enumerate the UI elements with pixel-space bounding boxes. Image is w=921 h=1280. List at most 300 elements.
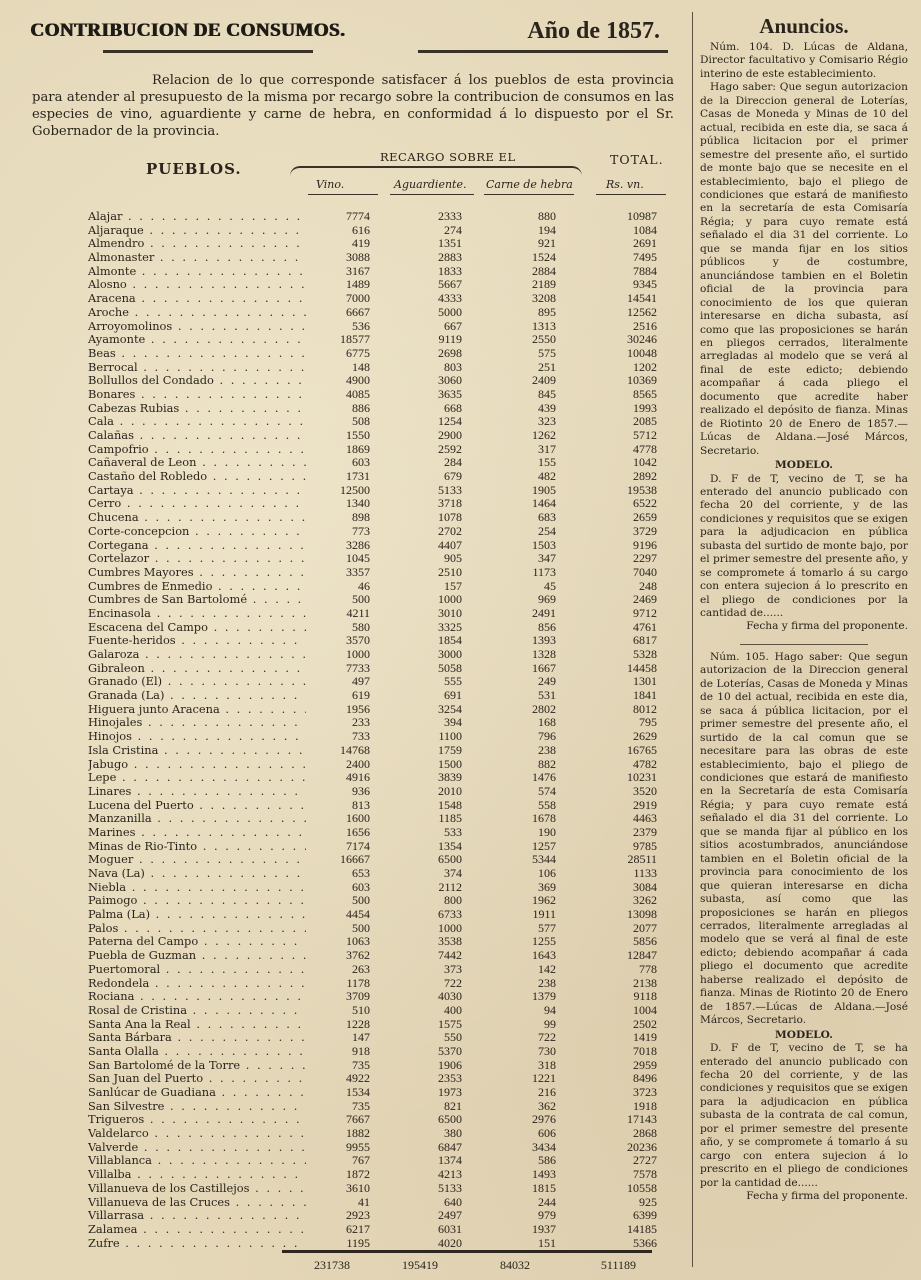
total-value: 7578 xyxy=(633,1167,657,1182)
table-row xyxy=(18,1168,690,1182)
table-row xyxy=(18,566,690,580)
carne-value: 151 xyxy=(538,1235,556,1250)
carne-value: 979 xyxy=(538,1208,556,1223)
vino-value: 1600 xyxy=(346,811,370,826)
table-row xyxy=(18,1154,690,1168)
vino-value: 536 xyxy=(352,318,370,333)
table-row xyxy=(18,744,690,758)
aguardiente-value: 668 xyxy=(444,400,462,415)
aguardiente-value: 2698 xyxy=(438,345,462,360)
table-row xyxy=(18,552,690,566)
aguardiente-value: 821 xyxy=(444,1098,462,1113)
carne-value: 2550 xyxy=(532,332,556,347)
pueblo-name: Cartaya . . . xyxy=(88,484,306,498)
aguardiente-value: 9119 xyxy=(438,332,462,347)
aguardiente-value: 7442 xyxy=(438,948,462,963)
carne-value: 2409 xyxy=(532,373,556,388)
total-value: 2868 xyxy=(633,1126,657,1141)
pueblo-name: Almendro . . . xyxy=(88,237,306,251)
total-value: 10987 xyxy=(627,209,657,223)
total-value: 16765 xyxy=(627,742,657,757)
table-row xyxy=(18,689,690,703)
total-value: 6817 xyxy=(633,633,657,648)
vino-value: 603 xyxy=(352,455,370,470)
anuncio-105-text: Núm. 105. Hago saber: Que segun autorizacion de la Direccion general de Loterías, Casas de Moneda y Minas de 10 del actual, recibida en este dia, se saca á pública licitacion, por el primer semestre del presente año, el surtido de la cal comun que se necesitare para las obras de este establecimiento, bajo el pliego de condiciones que estará de manifiesto en la Secretaría de esta Comisaría Régia; y para cuyo remate está señalado el dia 31 del corriente. Lo que se manda fijar al público en los sitios acostumbrados, anunciándose tambien en el Boletin oficial de la provincia para conocimiento de los que quieran interesarse en dicha subasta, así como que las proposiciones se harán en pliegos cerrados, literalmente arregladas al modelo que se verá al final de este edicto; debiendo acompañar á cada pliego el documento que acredite haberse realizado el depósito de fianza. Minas de Riotinto 20 de Enero de 1857.—Lúcas de Aldana.—José Márcos, Secretario. xyxy=(700,650,908,1027)
table-row xyxy=(18,1209,690,1223)
vino-value: 1178 xyxy=(346,975,370,990)
vino-value: 1489 xyxy=(346,277,370,292)
carne-value: 1328 xyxy=(532,647,556,661)
total-value: 1918 xyxy=(633,1098,657,1113)
vino-value: 7733 xyxy=(346,660,370,675)
carne-value: 168 xyxy=(538,715,556,730)
vino-value: 603 xyxy=(352,879,370,894)
table-row xyxy=(18,1059,690,1073)
vino-value: 918 xyxy=(352,1043,370,1058)
aguardiente-value: 373 xyxy=(444,961,462,976)
carne-value: 2976 xyxy=(532,1112,556,1127)
section-title: CONTRIBUCION DE CONSUMOS. xyxy=(30,20,345,41)
table-row xyxy=(18,634,690,648)
table-row xyxy=(18,251,690,265)
aguardiente-value: 3325 xyxy=(438,619,462,634)
aguardiente-value: 555 xyxy=(444,674,462,689)
vino-value: 1956 xyxy=(346,701,370,716)
pueblo-name: Almonte . . . xyxy=(88,265,306,279)
total-value: 795 xyxy=(639,715,657,730)
vino-value: 4922 xyxy=(346,1071,370,1086)
vino-value: 3762 xyxy=(346,948,370,963)
table-row xyxy=(18,1086,690,1100)
table-row xyxy=(18,539,690,553)
carne-value: 251 xyxy=(538,359,556,374)
carne-value: 238 xyxy=(538,742,556,757)
total-vino: 231738 xyxy=(314,1258,350,1272)
carne-value: 106 xyxy=(538,866,556,880)
carne-value: 1503 xyxy=(532,537,556,552)
aguardiente-value: 2112 xyxy=(438,879,462,894)
total-value: 2892 xyxy=(633,469,657,484)
carne-value: 1476 xyxy=(532,770,556,785)
aguardiente-value: 2510 xyxy=(438,564,462,579)
total-value: 19538 xyxy=(627,482,657,497)
table-row xyxy=(18,1237,690,1251)
total-value: 6399 xyxy=(633,1208,657,1223)
total-value: 13098 xyxy=(627,907,657,922)
carne-value: 895 xyxy=(538,304,556,319)
carne-value: 574 xyxy=(538,783,556,798)
total-value: 1004 xyxy=(633,1002,657,1017)
vino-value: 18577 xyxy=(340,332,370,347)
col-carne-header: Carne de hebra xyxy=(486,178,573,191)
total-value: 4778 xyxy=(633,441,657,456)
vino-value: 12500 xyxy=(340,482,370,497)
total-value: 10369 xyxy=(627,373,657,388)
carne-value: 921 xyxy=(538,236,556,251)
total-value: 3520 xyxy=(633,783,657,798)
aguardiente-value: 1000 xyxy=(438,592,462,607)
header-rule xyxy=(103,50,313,53)
table-row xyxy=(18,799,690,813)
aguardiente-value: 640 xyxy=(444,1194,462,1209)
carne-value: 254 xyxy=(538,523,556,538)
table-row xyxy=(18,224,690,238)
carne-value: 1464 xyxy=(532,496,556,511)
pueblo-name: San Bartolomé de la Torre . . . xyxy=(88,1059,306,1073)
aguardiente-value: 394 xyxy=(444,715,462,730)
total-value: 9196 xyxy=(633,537,657,552)
recargo-brace xyxy=(290,166,582,176)
table-row xyxy=(18,497,690,511)
total-value: 1133 xyxy=(633,866,657,880)
vino-value: 497 xyxy=(352,674,370,689)
pueblo-name: Isla Cristina . . . xyxy=(88,744,306,758)
table-row xyxy=(18,867,690,881)
carne-value: 482 xyxy=(538,469,556,484)
aguardiente-value: 667 xyxy=(444,318,462,333)
total-value: 4761 xyxy=(633,619,657,634)
vino-value: 735 xyxy=(352,1057,370,1072)
aguardiente-value: 5058 xyxy=(438,660,462,675)
total-value: 1084 xyxy=(633,222,657,237)
pueblo-name: Bonares . . . xyxy=(88,388,306,402)
total-value: 10231 xyxy=(627,770,657,785)
total-value: 20236 xyxy=(627,1139,657,1154)
total-general: 511189 xyxy=(600,1258,636,1272)
table-row xyxy=(18,580,690,594)
vino-value: 41 xyxy=(358,1194,370,1209)
vino-value: 9955 xyxy=(346,1139,370,1154)
table-row xyxy=(18,703,690,717)
total-value: 8012 xyxy=(633,701,657,716)
carne-value: 94 xyxy=(544,1002,556,1017)
vino-value: 653 xyxy=(352,866,370,880)
pueblo-name: Cumbres de San Bartolomé . . . xyxy=(88,593,306,607)
header-underline xyxy=(308,194,378,195)
total-value: 17143 xyxy=(627,1112,657,1127)
pueblo-name: Beas . . . xyxy=(88,347,306,361)
column-divider xyxy=(692,12,693,1267)
vino-value: 7667 xyxy=(346,1112,370,1127)
vino-value: 6775 xyxy=(346,345,370,360)
anuncio-104-text: Hago saber: Que segun autorizacion de la Direccion general de Loterías, Casas de Moneda y Minas de 10 del actual, recibida en este dia, se saca á pública licitacion por el primer semestre del presente año, el surtido de monte bajo que se necesite en el establecimiento, bajo el pliego de condiciones que estará de manifiesto en la secretaría de esta Comisaría Régia; y para cuyo remate está señalado el dia 31 del corriente. Lo que se manda fijar en los sitios públicos y de costumbre, anunciándose tambien en el Boletin oficial de la provincia para conocimiento de los que quieran interesarse en dicha subasta, así como que las proposiciones se harán en pliegos cerrados, literalmente arregladas al modelo que se verá al final de este edicto; debiendo acompañar á cada pliego el documento que acredite haber realizado el depósito de fianza. Minas de Riotinto 20 de Enero de 1857.—Lúcas de Aldana.—José Márcos, Secretario. xyxy=(700,81,908,457)
pueblo-name: Cumbres de Enmedio . . . xyxy=(88,580,306,594)
total-value: 2502 xyxy=(633,1016,657,1031)
pueblo-name: Berrocal . . . xyxy=(88,361,306,375)
pueblo-name: Santa Ana la Real . . . xyxy=(88,1018,306,1032)
aguardiente-value: 4020 xyxy=(438,1235,462,1250)
carne-value: 531 xyxy=(538,688,556,703)
vino-value: 4916 xyxy=(346,770,370,785)
total-value: 9785 xyxy=(633,838,657,853)
pueblo-name: Zalamea . . . xyxy=(88,1223,306,1237)
anuncios-body xyxy=(700,41,908,1204)
table-row xyxy=(18,292,690,306)
vino-value: 6667 xyxy=(346,304,370,319)
total-value: 3729 xyxy=(633,523,657,538)
carne-value: 1911 xyxy=(532,907,556,922)
carne-value: 2491 xyxy=(532,605,556,620)
vino-value: 1656 xyxy=(346,824,370,839)
pueblo-name: Valverde . . . xyxy=(88,1141,306,1155)
total-value: 5712 xyxy=(633,428,657,442)
table-row xyxy=(18,785,690,799)
pueblo-name: Higuera junto Aracena . . . xyxy=(88,703,306,717)
table-row xyxy=(18,511,690,525)
total-aguardiente: 195419 xyxy=(402,1258,438,1272)
vino-value: 936 xyxy=(352,783,370,798)
total-value: 2138 xyxy=(633,975,657,990)
total-value: 2077 xyxy=(633,920,657,935)
aguardiente-value: 2353 xyxy=(438,1071,462,1086)
vino-value: 580 xyxy=(352,619,370,634)
total-value: 2919 xyxy=(633,797,657,812)
carne-value: 880 xyxy=(538,209,556,223)
header-rule xyxy=(418,50,668,53)
pueblo-name: Villalba . . . xyxy=(88,1168,306,1182)
vino-value: 1882 xyxy=(346,1126,370,1141)
aguardiente-value: 800 xyxy=(444,893,462,908)
aguardiente-value: 1185 xyxy=(438,811,462,826)
anuncio-105-modelo: D. F de T, vecino de T, se ha enterado del anuncio publicado con fecha 20 del corriente, y de las condiciones y requisitos que se exigen para la adjudicacion en pública subasta de la contrata de cal comun, por el primer semestre del presente año, y se compromete á tomarlo á su cargo con entera sujecion á lo prescrito en el pliego de condiciones por la cantidad de...... xyxy=(700,1042,908,1189)
pueblo-name: Villanueva de los Castillejos . . . xyxy=(88,1182,306,1196)
table-row xyxy=(18,894,690,908)
pueblo-name: Marines . . . xyxy=(88,826,306,840)
anuncios-column xyxy=(700,10,908,1204)
total-value: 1202 xyxy=(633,359,657,374)
total-value: 2959 xyxy=(633,1057,657,1072)
signature-line: Fecha y firma del proponente. xyxy=(746,620,908,633)
pueblo-name: Villarrasa . . . xyxy=(88,1209,306,1223)
vino-value: 46 xyxy=(358,578,370,593)
table-row xyxy=(18,470,690,484)
vino-value: 1340 xyxy=(346,496,370,511)
aguardiente-value: 1759 xyxy=(438,742,462,757)
total-value: 4782 xyxy=(633,756,657,771)
vino-value: 1534 xyxy=(346,1085,370,1099)
vino-value: 1195 xyxy=(346,1235,370,1250)
aguardiente-value: 679 xyxy=(444,469,462,484)
carne-value: 155 xyxy=(538,455,556,470)
table-row xyxy=(18,1182,690,1196)
vino-value: 7774 xyxy=(346,209,370,223)
aguardiente-value: 3254 xyxy=(438,701,462,716)
col-aguardiente-header: Aguardiente. xyxy=(394,178,467,191)
total-value: 2379 xyxy=(633,824,657,839)
vino-value: 4085 xyxy=(346,386,370,401)
pueblo-name: Villablanca . . . xyxy=(88,1154,306,1168)
pueblo-name: Santa Olalla . . . xyxy=(88,1045,306,1059)
pueblo-name: Minas de Rio-Tinto . . . xyxy=(88,840,306,854)
aguardiente-value: 4030 xyxy=(438,989,462,1004)
table-row xyxy=(18,361,690,375)
total-value: 8496 xyxy=(633,1071,657,1086)
pueblo-name: Galaroza . . . xyxy=(88,648,306,662)
carne-value: 1962 xyxy=(532,893,556,908)
pueblo-name: Aroche . . . xyxy=(88,306,306,320)
vino-value: 14768 xyxy=(340,742,370,757)
modelo-heading: MODELO. xyxy=(775,459,833,472)
header-underline xyxy=(484,194,574,195)
total-value: 2469 xyxy=(633,592,657,607)
carne-value: 1255 xyxy=(532,934,556,949)
aguardiente-value: 4213 xyxy=(438,1167,462,1182)
aguardiente-value: 3538 xyxy=(438,934,462,949)
total-value: 1042 xyxy=(633,455,657,470)
carne-value: 317 xyxy=(538,441,556,456)
total-value: 2085 xyxy=(633,414,657,429)
total-value: 8565 xyxy=(633,386,657,401)
table-row xyxy=(18,963,690,977)
total-value: 1419 xyxy=(633,1030,657,1045)
table-row xyxy=(18,320,690,334)
carne-value: 2189 xyxy=(532,277,556,292)
table-row xyxy=(18,771,690,785)
aguardiente-value: 1351 xyxy=(438,236,462,251)
pueblo-name: Niebla . . . xyxy=(88,881,306,895)
pueblo-name: Cabezas Rubias . . . xyxy=(88,402,306,416)
table-row xyxy=(18,826,690,840)
anuncio-separator xyxy=(740,636,868,645)
aguardiente-value: 400 xyxy=(444,1002,462,1017)
pueblo-name: Palma (La) . . . xyxy=(88,908,306,922)
table-header xyxy=(18,144,690,196)
header-underline xyxy=(596,194,666,195)
vino-value: 500 xyxy=(352,893,370,908)
vino-value: 619 xyxy=(352,688,370,703)
table-row xyxy=(18,278,690,292)
col-pueblos-header: PUEBLOS. xyxy=(146,160,242,178)
col-reales-header: Rs. vn. xyxy=(606,178,644,191)
table-row xyxy=(18,716,690,730)
vino-value: 3167 xyxy=(346,263,370,278)
total-value: 1993 xyxy=(633,400,657,415)
carne-value: 558 xyxy=(538,797,556,812)
pueblo-name: Sanlúcar de Guadiana . . . xyxy=(88,1086,306,1100)
carne-value: 45 xyxy=(544,578,556,593)
table-row xyxy=(18,949,690,963)
pueblo-name: Arroyomolinos . . . xyxy=(88,320,306,334)
pueblo-name: Linares . . . xyxy=(88,785,306,799)
aguardiente-value: 3635 xyxy=(438,386,462,401)
table-row xyxy=(18,1196,690,1210)
vino-value: 733 xyxy=(352,729,370,744)
pueblo-name: Nava (La) . . . xyxy=(88,867,306,881)
aguardiente-value: 1000 xyxy=(438,920,462,935)
carne-value: 1313 xyxy=(532,318,556,333)
total-value: 30246 xyxy=(627,332,657,347)
table-row xyxy=(18,388,690,402)
pueblo-name: San Juan del Puerto . . . xyxy=(88,1072,306,1086)
pueblo-name: Puertomoral . . . xyxy=(88,963,306,977)
aguardiente-value: 157 xyxy=(444,578,462,593)
carne-value: 606 xyxy=(538,1126,556,1141)
vino-value: 500 xyxy=(352,592,370,607)
pueblo-name: Alajar . . . xyxy=(88,210,306,224)
table-row xyxy=(18,525,690,539)
intro-paragraph: Relacion de lo que corresponde satisfacer á los pueblos de esta provincia para atender al presupuesto de la misma por recargo sobre la contribucion de consumos en las especies de vino, aguardiente y carne de hebra, en conformidad á lo dispuesto por el Sr. Gobernador de la provincia. xyxy=(32,73,674,139)
vino-value: 1045 xyxy=(346,551,370,566)
aguardiente-value: 6031 xyxy=(438,1221,462,1236)
vino-value: 1063 xyxy=(346,934,370,949)
pueblo-name: Cortelazor . . . xyxy=(88,552,306,566)
pueblo-name: Encinasola . . . xyxy=(88,607,306,621)
table-row xyxy=(18,730,690,744)
aguardiente-value: 1078 xyxy=(438,510,462,525)
total-value: 14185 xyxy=(627,1221,657,1236)
aguardiente-value: 3718 xyxy=(438,496,462,511)
table-row xyxy=(18,347,690,361)
carne-value: 99 xyxy=(544,1016,556,1031)
total-value: 5328 xyxy=(633,647,657,661)
carne-value: 1643 xyxy=(532,948,556,963)
aguardiente-value: 1374 xyxy=(438,1153,462,1168)
total-value: 778 xyxy=(639,961,657,976)
carne-value: 244 xyxy=(538,1194,556,1209)
total-value: 1841 xyxy=(633,688,657,703)
anuncios-title: Anuncios. xyxy=(759,14,849,38)
total-value: 9118 xyxy=(633,989,657,1004)
vino-value: 7000 xyxy=(346,291,370,306)
total-value: 2659 xyxy=(633,510,657,525)
table-row xyxy=(18,922,690,936)
aguardiente-value: 1833 xyxy=(438,263,462,278)
vino-value: 1872 xyxy=(346,1167,370,1182)
carne-value: 845 xyxy=(538,386,556,401)
table-row xyxy=(18,456,690,470)
aguardiente-value: 5667 xyxy=(438,277,462,292)
aguardiente-value: 803 xyxy=(444,359,462,374)
table-row xyxy=(18,1223,690,1237)
carne-value: 1678 xyxy=(532,811,556,826)
totals-rule xyxy=(282,1250,652,1253)
pueblo-name: Cañaveral de Leon . . . xyxy=(88,456,306,470)
pueblo-name: Gibraleon . . . xyxy=(88,662,306,676)
vino-value: 16667 xyxy=(340,852,370,867)
aguardiente-value: 905 xyxy=(444,551,462,566)
aguardiente-value: 1548 xyxy=(438,797,462,812)
total-value: 4463 xyxy=(633,811,657,826)
pueblo-name: Hinojales . . . xyxy=(88,716,306,730)
aguardiente-value: 722 xyxy=(444,975,462,990)
pueblo-name: Cerro . . . xyxy=(88,497,306,511)
header-underline xyxy=(390,194,474,195)
col-vino-header: Vino. xyxy=(316,178,345,191)
table-row xyxy=(18,621,690,635)
year-title: Año de 1857. xyxy=(527,18,660,44)
vino-value: 3286 xyxy=(346,537,370,552)
total-value: 3262 xyxy=(633,893,657,908)
total-value: 2727 xyxy=(633,1153,657,1168)
vino-value: 616 xyxy=(352,222,370,237)
pueblo-name: Jabugo . . . xyxy=(88,758,306,772)
total-value: 12562 xyxy=(627,304,657,319)
aguardiente-value: 691 xyxy=(444,688,462,703)
total-value: 3723 xyxy=(633,1085,657,1099)
signature-line: Fecha y firma del proponente. xyxy=(746,1190,908,1203)
table-row xyxy=(18,402,690,416)
vino-value: 1731 xyxy=(346,469,370,484)
carne-value: 1493 xyxy=(532,1167,556,1182)
aguardiente-value: 6500 xyxy=(438,1112,462,1127)
vino-value: 1228 xyxy=(346,1016,370,1031)
carne-value: 1393 xyxy=(532,633,556,648)
pueblo-name: Granada (La) . . . xyxy=(88,689,306,703)
pueblo-name: Hinojos . . . xyxy=(88,730,306,744)
vino-value: 6217 xyxy=(346,1221,370,1236)
total-value: 10048 xyxy=(627,345,657,360)
total-value: 6522 xyxy=(633,496,657,511)
